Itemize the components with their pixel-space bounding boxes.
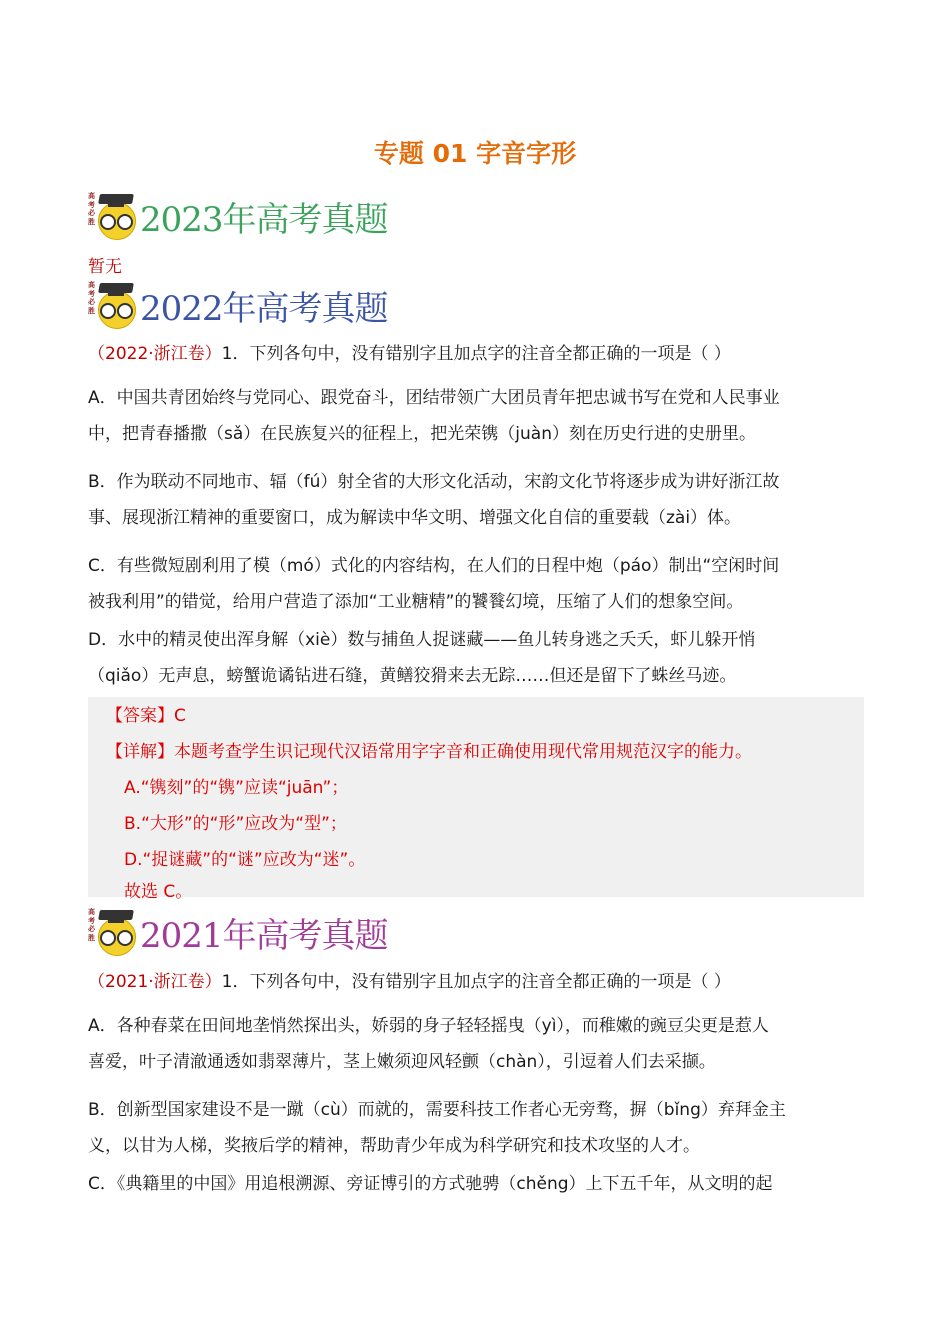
option-c-2022: C．有些微短剧利用了模（mó）式化的内容结构，在人们的日程中炮（páo）制出“空闲时间 被我利用”的错觉，给用户营造了添加“工业糖精”的饕餮幻境，压缩了人们的想象空间。: [88, 556, 780, 612]
answer-line: 【答案】C: [106, 706, 186, 726]
explain-a: A.“镌刻”的“镌”应读“juān”；: [124, 778, 349, 798]
question-stem: 1．下列各句中，没有错别字且加点字的注音全都正确的一项是（ ）: [221, 344, 731, 364]
option-a-2021: A．各种春菜在田间地垄悄然探出头，娇弱的身子轻轻摇曳（yì），而稚嫩的豌豆尖更是惹人 喜爱，叶子清澈通透如翡翠薄片，茎上嫩须迎风轻颤（chàn），引逗着人们去采撷。: [88, 1016, 769, 1072]
section-heading-2021: [88, 904, 388, 960]
explain-line: 【详解】本题考查学生识记现代汉语常用字字音和正确使用现代常用规范汉字的能力。: [106, 742, 752, 762]
explain-d: D.“捉谜藏”的“谜”应改为“迷”。: [124, 850, 366, 870]
graduate-mascot-icon: 高考必胜: [88, 279, 138, 331]
heading-2022-text: 2022年高考真题: [140, 288, 388, 329]
option-b-2022: B．作为联动不同地市、辐（fú）射全省的大形文化活动，宋韵文化节将逐步成为讲好浙江故 事、展现浙江精神的重要窗口，成为解读中华文明、增强文化自信的重要载（zài）体。: [88, 472, 780, 528]
question-stem: 1．下列各句中，没有错别字且加点字的注音全都正确的一项是（ ）: [221, 972, 731, 992]
heading-2021-text: 2021年高考真题: [140, 915, 388, 956]
question-source: （2021·浙江卷）: [88, 972, 222, 992]
no-content-note: 暂无: [88, 257, 122, 277]
question-source: （2022·浙江卷）: [88, 344, 222, 364]
option-b-2021: B．创新型国家建设不是一蹴（cù）而就的，需要科技工作者心无旁骛，摒（bǐng）弃拜金主 义，以甘为人梯，奖掖后学的精神，帮助青少年成为科学研究和技术攻坚的人才。: [88, 1100, 786, 1156]
option-a-2022: A．中国共青团始终与党同心、跟党奋斗，团结带领广大团员青年把忠诚书写在党和人民事业 中，把青春播撒（sǎ）在民族复兴的征程上，把光荣镌（juàn）刻在历史行进的史册里。: [88, 388, 780, 444]
section-heading-2022: [88, 277, 388, 333]
option-d-2022: D．水中的精灵使出浑身解（xiè）数与捕鱼人捉谜藏——鱼儿转身逃之夭夭，虾儿躲开悄 （qiǎo）无声息，螃蟹诡谲钻进石缝，黄鳝狡猾来去无踪……但还是留下了蛛丝马迹。: [88, 630, 756, 686]
explain-b: B.“大形”的“形”应改为“型”；: [124, 814, 347, 834]
answer-box: [88, 697, 864, 902]
graduate-mascot-icon: 高考必胜: [88, 906, 138, 958]
question-2021: [88, 964, 864, 1000]
heading-2023-text: 2023年高考真题: [140, 199, 388, 240]
page-title: 专题 01 字音字形: [373, 139, 577, 168]
question-2022: [88, 336, 864, 372]
choice-line: 故选 C。: [124, 882, 193, 902]
section-heading-2023: [88, 188, 388, 244]
option-c-2021: C．《典籍里的中国》用追根溯源、旁证博引的方式驰骋（chěng）上下五千年，从文明的起: [88, 1174, 773, 1194]
graduate-mascot-icon: 高考必胜: [88, 190, 138, 242]
